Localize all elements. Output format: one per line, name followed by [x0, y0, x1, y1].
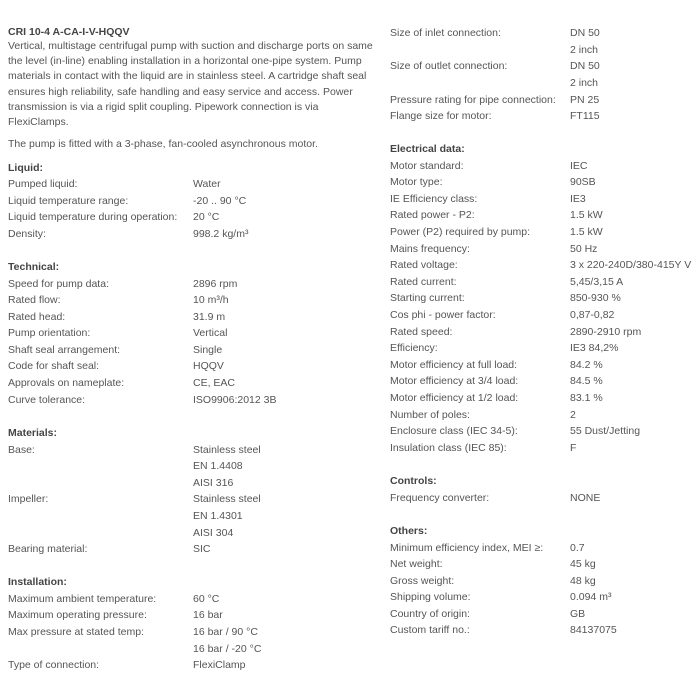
spec-label: Gross weight: — [390, 575, 455, 587]
spec-value: 2896 rpm — [193, 278, 238, 290]
spec-value: F — [570, 442, 577, 454]
spec-value: Stainless steel — [193, 444, 261, 456]
spec-value: 850-930 % — [570, 292, 621, 304]
spec-label: Bearing material: — [8, 543, 88, 555]
spec-value: SIC — [193, 543, 211, 555]
spec-label: Size of outlet connection: — [390, 60, 508, 72]
motor-note: The pump is fitted with a 3-phase, fan-cooled asynchronous motor. — [8, 138, 318, 150]
spec-value: NONE — [570, 492, 601, 504]
technical-heading: Technical: — [8, 261, 60, 273]
spec-value: AISI 304 — [193, 527, 234, 539]
spec-value: 998.2 kg/m³ — [193, 228, 249, 240]
spec-label: Code for shaft seal: — [8, 360, 100, 372]
spec-label: Curve tolerance: — [8, 394, 86, 406]
spec-value: 31.9 m — [193, 311, 226, 323]
spec-label: Minimum efficiency index, MEI ≥: — [390, 542, 544, 554]
spec-value: IEC — [570, 160, 588, 172]
spec-label: Enclosure class (IEC 34-5): — [390, 425, 518, 437]
spec-value: 0,87-0,82 — [570, 309, 615, 321]
spec-value: DN 50 — [570, 60, 600, 72]
spec-label: Size of inlet connection: — [390, 27, 501, 39]
spec-label: Rated speed: — [390, 326, 453, 338]
spec-label: Rated flow: — [8, 294, 61, 306]
spec-label: Pumped liquid: — [8, 178, 78, 190]
spec-value: ISO9906:2012 3B — [193, 394, 277, 406]
spec-value: 90SB — [570, 176, 596, 188]
spec-value: 16 bar / -20 °C — [193, 643, 262, 655]
spec-value: 1.5 kW — [570, 226, 603, 238]
spec-label: Power (P2) required by pump: — [390, 226, 531, 238]
installation-heading: Installation: — [8, 576, 67, 588]
spec-label: Maximum operating pressure: — [8, 609, 147, 621]
spec-value: -20 .. 90 °C — [193, 195, 247, 207]
spec-value: 16 bar / 90 °C — [193, 626, 258, 638]
spec-label: Rated head: — [8, 311, 66, 323]
spec-value: FT115 — [570, 110, 600, 122]
spec-value: 3 x 220-240D/380-415Y V — [570, 259, 692, 271]
spec-value: 20 °C — [193, 211, 220, 223]
spec-value: 2 — [570, 409, 576, 421]
spec-value: 0.094 m³ — [570, 591, 612, 603]
product-description: Vertical, multistage centrifugal pump with suction and discharge ports on same the level (in-line) enabling installation in a horizontal one-pipe system. Pump materials in contact with the liquid are in stainless steel. A cartridge shaft seal ensures high reliability, safe handling and easy service and access. Power transmission is via a rigid split coupling. Pipework connection is via FlexiClamps. — [8, 40, 373, 129]
liquid-heading: Liquid: — [8, 162, 43, 174]
spec-label: Base: — [8, 444, 35, 456]
spec-value: EN 1.4408 — [193, 460, 243, 472]
spec-value: 1.5 kW — [570, 209, 603, 221]
controls-heading: Controls: — [390, 475, 437, 487]
spec-label: Speed for pump data: — [8, 278, 109, 290]
spec-value: 16 bar — [193, 609, 223, 621]
spec-label: Maximum ambient temperature: — [8, 593, 157, 605]
spec-label: Approvals on nameplate: — [8, 377, 125, 389]
spec-label: Pressure rating for pipe connection: — [390, 94, 556, 106]
spec-label: Impeller: — [8, 493, 49, 505]
spec-label: Motor type: — [390, 176, 443, 188]
spec-value: 10 m³/h — [193, 294, 229, 306]
spec-value: 48 kg — [570, 575, 596, 587]
spec-value: Stainless steel — [193, 493, 261, 505]
spec-label: Starting current: — [390, 292, 465, 304]
spec-value: 2890-2910 rpm — [570, 326, 642, 338]
spec-value: 0.7 — [570, 542, 585, 554]
spec-label: Shaft seal arrangement: — [8, 344, 121, 356]
spec-label: Cos phi - power factor: — [390, 309, 496, 321]
spec-value: 84137075 — [570, 624, 617, 636]
spec-value: 2 inch — [570, 44, 599, 56]
spec-value: PN 25 — [570, 94, 600, 106]
spec-label: Flange size for motor: — [390, 110, 492, 122]
spec-value: GB — [570, 608, 586, 620]
spec-value: DN 50 — [570, 27, 600, 39]
spec-value: 55 Dust/Jetting — [570, 425, 641, 437]
spec-value: Water — [193, 178, 221, 190]
spec-value: Single — [193, 344, 223, 356]
spec-label: Motor standard: — [390, 160, 464, 172]
spec-label: Motor efficiency at 3/4 load: — [390, 375, 519, 387]
spec-label: Mains frequency: — [390, 243, 470, 255]
spec-value: 5,45/3,15 A — [570, 276, 624, 288]
spec-value: AISI 316 — [193, 477, 234, 489]
spec-label: Frequency converter: — [390, 492, 490, 504]
spec-value: 60 °C — [193, 593, 220, 605]
spec-value: 45 kg — [570, 558, 596, 570]
spec-label: Custom tariff no.: — [390, 624, 470, 636]
spec-label: Liquid temperature during operation: — [8, 211, 178, 223]
spec-value: 84.5 % — [570, 375, 603, 387]
spec-label: Max pressure at stated temp: — [8, 626, 144, 638]
spec-value: HQQV — [193, 360, 224, 372]
spec-label: Motor efficiency at 1/2 load: — [390, 392, 519, 404]
electrical-heading: Electrical data: — [390, 143, 465, 155]
spec-value: EN 1.4301 — [193, 510, 243, 522]
spec-label: Net weight: — [390, 558, 443, 570]
spec-label: Rated current: — [390, 276, 457, 288]
spec-value: IE3 — [570, 193, 586, 205]
spec-label: Pump orientation: — [8, 327, 91, 339]
spec-label: Motor efficiency at full load: — [390, 359, 518, 371]
spec-label: Efficiency: — [390, 342, 438, 354]
spec-label: Liquid temperature range: — [8, 195, 129, 207]
spec-value: 50 Hz — [570, 243, 598, 255]
product-title: CRI 10-4 A-CA-I-V-HQQV — [8, 26, 130, 38]
spec-label: Rated power - P2: — [390, 209, 475, 221]
spec-label: Number of poles: — [390, 409, 470, 421]
spec-value: CE, EAC — [193, 377, 236, 389]
spec-label: Shipping volume: — [390, 591, 471, 603]
spec-value: 2 inch — [570, 77, 599, 89]
spec-label: Insulation class (IEC 85): — [390, 442, 507, 454]
spec-label: Type of connection: — [8, 659, 100, 671]
spec-label: Density: — [8, 228, 46, 240]
materials-heading: Materials: — [8, 427, 58, 439]
spec-label: IE Efficiency class: — [390, 193, 478, 205]
spec-value: 84.2 % — [570, 359, 603, 371]
spec-label: Rated voltage: — [390, 259, 458, 271]
spec-value: Vertical — [193, 327, 228, 339]
spec-value: IE3 84,2% — [570, 342, 619, 354]
others-heading: Others: — [390, 525, 428, 537]
spec-value: 83.1 % — [570, 392, 603, 404]
spec-value: FlexiClamp — [193, 659, 246, 671]
spec-label: Country of origin: — [390, 608, 470, 620]
